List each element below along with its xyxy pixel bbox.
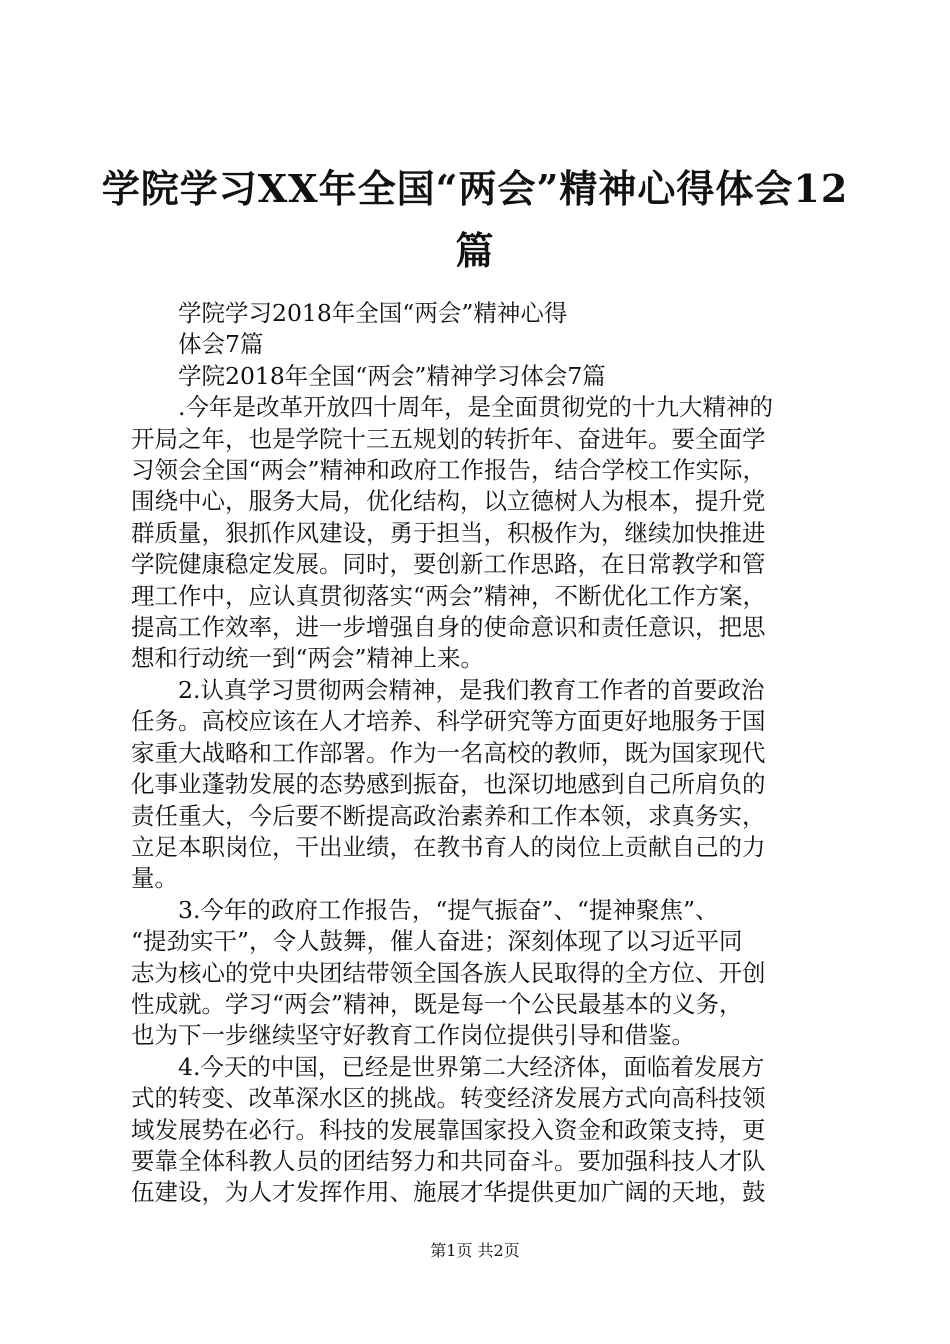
document-body [131, 298, 831, 1209]
body-line: 学院2018年全国“两会”精神学习体会7篇 [178, 361, 606, 390]
body-line: 任务。高校应该在人才培养、科学研究等方面更好地服务于国 [131, 707, 766, 736]
body-line: 习领会全国“两会”精神和政府工作报告，结合学校工作实际， [131, 456, 767, 485]
body-line: 4.今天的中国，已经是世界第二大经济体，面临着发展方 [178, 1052, 765, 1081]
body-line: 2.认真学习贯彻两会精神，是我们教育工作者的首要政治 [178, 675, 765, 704]
document-title [0, 158, 950, 282]
body-line: 要靠全体科教人员的团结努力和共同奋斗。要加强科技人才队 [131, 1146, 766, 1175]
body-line: 理工作中，应认真贯彻落实“两会”精神，不断优化工作方案， [131, 581, 767, 610]
body-line: 群质量，狠抓作风建设，勇于担当，积极作为，继续加快推进 [131, 518, 766, 547]
body-line: 3.今年的政府工作报告，“提气振奋”、“提神聚焦”、 [178, 895, 719, 924]
title-line-1: 学院学习XX年全国“两会”精神心得体会12 [101, 166, 849, 211]
body-line: 域发展势在必行。科技的发展靠国家投入资金和政策支持，更 [131, 1115, 766, 1144]
body-line: 体会7篇 [178, 330, 264, 359]
body-line: 式的转变、改革深水区的挑战。转变经济发展方式向高科技领 [131, 1084, 766, 1113]
body-line: 也为下一步继续坚守好教育工作岗位提供引导和借鉴。 [131, 1021, 695, 1050]
title-line-2: 篇 [455, 228, 495, 273]
body-line: 责任重大，今后要不断提高政治素养和工作本领，求真务实， [131, 801, 766, 830]
body-line: 围绕中心，服务大局，优化结构，以立德树人为根本，提升党 [131, 487, 766, 516]
body-line: 家重大战略和工作部署。作为一名高校的教师，既为国家现代 [131, 738, 766, 767]
body-line: 化事业蓬勃发展的态势感到振奋，也深切地感到自己所肩负的 [131, 770, 766, 799]
body-line: 性成就。学习“两会”精神，既是每一个公民最基本的义务， [131, 989, 743, 1018]
body-line: 量。 [131, 864, 178, 893]
body-line: .今年是改革开放四十周年，是全面贯彻党的十九大精神的 [178, 393, 773, 422]
body-line: 想和行动统一到“两会”精神上来。 [131, 644, 485, 673]
body-line: 提高工作效率，进一步增强自身的使命意识和责任意识，把思 [131, 613, 766, 642]
body-line: 开局之年，也是学院十三五规划的转折年、奋进年。要全面学 [131, 424, 766, 453]
body-line: 伍建设，为人才发挥作用、施展才华提供更加广阔的天地，鼓 [131, 1178, 766, 1207]
body-line: 立足本职岗位，干出业绩，在教书育人的岗位上贡献自己的力 [131, 832, 766, 861]
body-line: 学院学习2018年全国“两会”精神心得 [178, 299, 568, 327]
page-footer: 第1页 共2页 [430, 1241, 520, 1260]
body-line: 学院健康稳定发展。同时，要创新工作思路，在日常教学和管 [131, 550, 766, 579]
body-line: “提劲实干”，令人鼓舞，催人奋进；深刻体现了以习近平同 [131, 927, 743, 956]
body-line: 志为核心的党中央团结带领全国各族人民取得的全方位、开创 [131, 958, 766, 987]
